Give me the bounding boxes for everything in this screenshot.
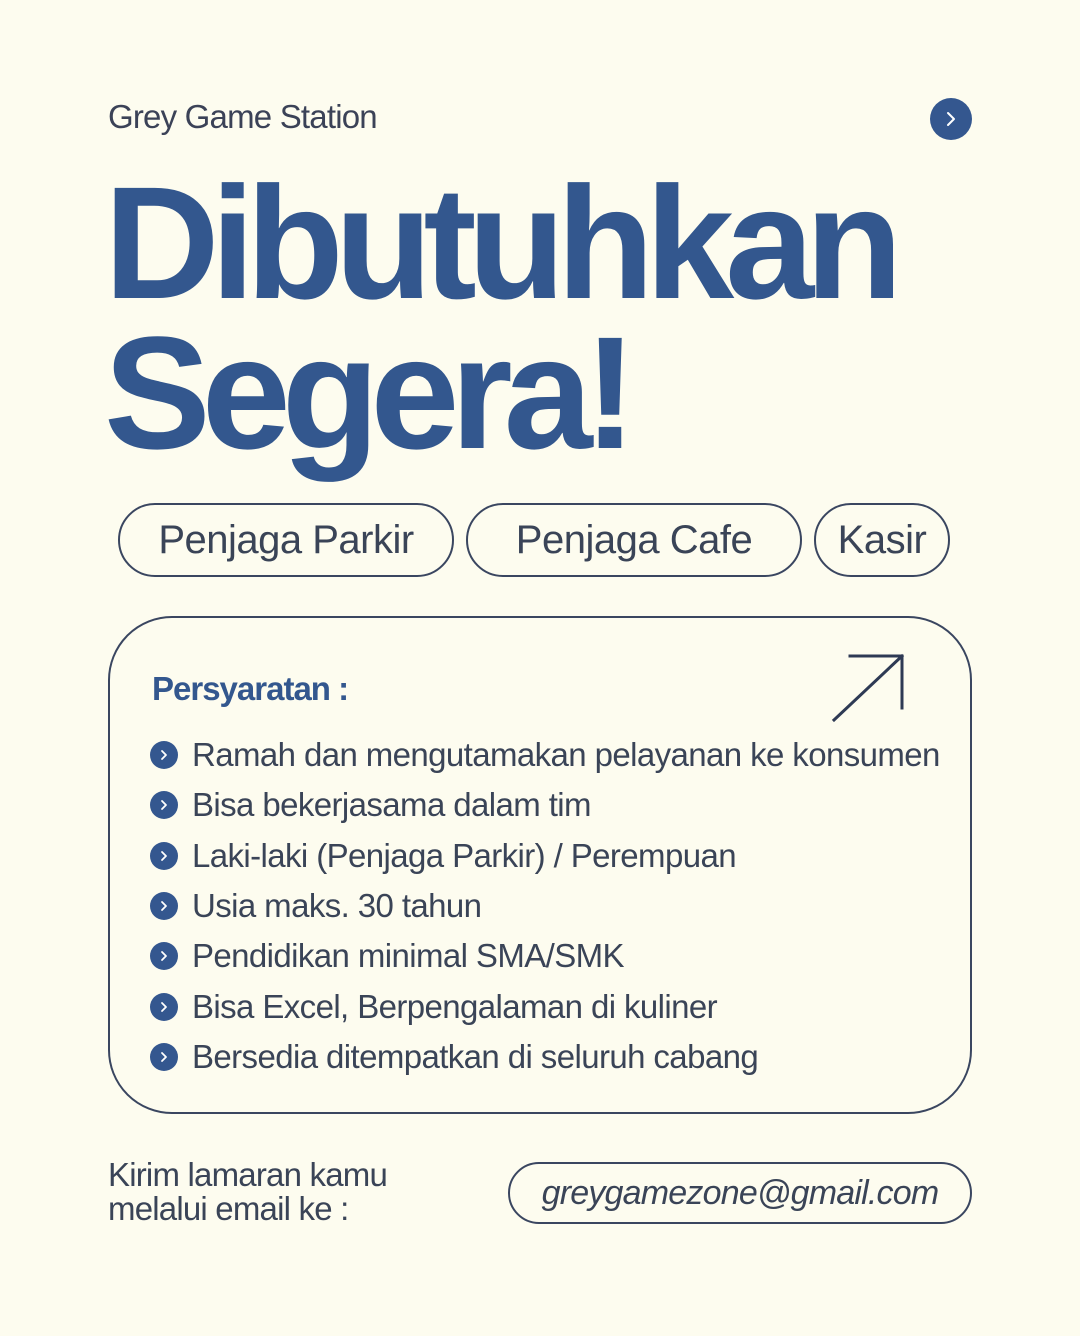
requirement-text: Laki-laki (Penjaga Parkir) / Perempuan — [192, 836, 736, 874]
requirements-list — [150, 730, 940, 1082]
chevron-right-icon — [150, 993, 178, 1021]
position-pill-penjaga-cafe: Penjaga Cafe — [466, 503, 802, 577]
requirement-item — [150, 780, 940, 830]
apply-line-2: melalui email ke : — [108, 1190, 349, 1227]
brand-name: Grey Game Station — [108, 98, 377, 135]
email-link[interactable]: greygamezone@gmail.com — [508, 1162, 972, 1224]
chevron-right-icon — [150, 942, 178, 970]
arrow-up-right-icon — [828, 652, 908, 726]
chevron-right-icon — [150, 791, 178, 819]
chevron-right-icon — [150, 741, 178, 769]
next-button[interactable] — [930, 98, 972, 140]
chevron-right-icon — [150, 1043, 178, 1071]
headline-line-2: Segera! — [104, 303, 628, 482]
apply-line-1: Kirim lamaran kamu — [108, 1156, 388, 1193]
requirement-text: Ramah dan mengutamakan pelayanan ke konsumen — [192, 736, 940, 774]
position-pill-kasir: Kasir — [814, 503, 950, 577]
position-pill-penjaga-parkir: Penjaga Parkir — [118, 503, 454, 577]
requirement-text: Bisa Excel, Berpengalaman di kuliner — [192, 987, 718, 1025]
requirement-text: Usia maks. 30 tahun — [192, 887, 482, 925]
requirements-title: Persyaratan : — [152, 670, 349, 707]
requirement-text: Bersedia ditempatkan di seluruh cabang — [192, 1037, 759, 1075]
chevron-right-icon — [150, 892, 178, 920]
chevron-right-icon — [942, 110, 960, 128]
requirement-text: Pendidikan minimal SMA/SMK — [192, 937, 624, 975]
chevron-right-icon — [150, 842, 178, 870]
headline-line-1: Dibutuhkan — [104, 153, 894, 332]
requirement-item — [150, 730, 940, 780]
requirement-item — [150, 981, 940, 1031]
apply-instructions — [108, 1158, 387, 1226]
requirement-item — [150, 881, 940, 931]
requirement-item — [150, 931, 940, 981]
requirement-item — [150, 1032, 940, 1082]
requirement-item — [150, 831, 940, 881]
requirement-text: Bisa bekerjasama dalam tim — [192, 786, 591, 824]
requirements-card — [108, 616, 972, 1114]
headline — [104, 153, 894, 482]
